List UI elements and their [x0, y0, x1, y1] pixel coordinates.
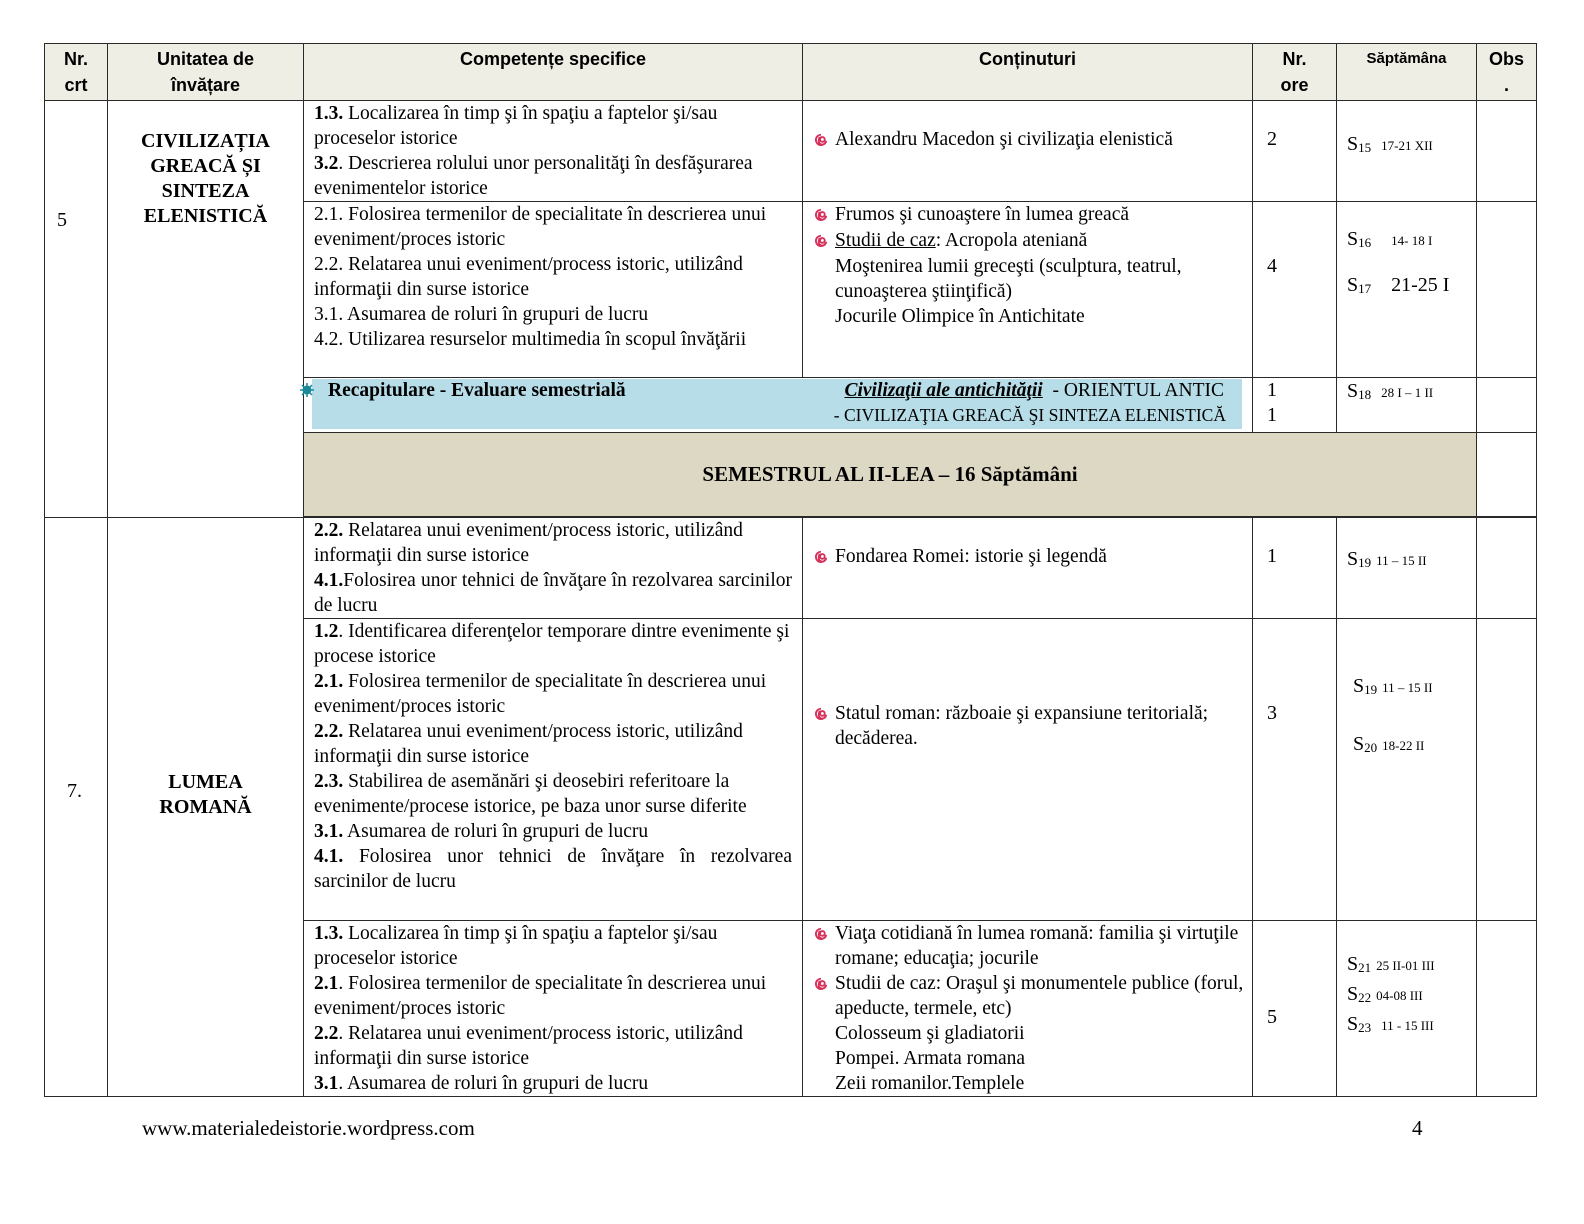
continuturi-cell: Alexandru Macedon şi civilizaţia elenistică — [803, 101, 1253, 202]
ore-cell: 1 — [1253, 518, 1337, 619]
obs-cell — [1477, 619, 1537, 921]
week-cell: S21 25 II-01 III S22 04-08 III S23 11 - 15 III — [1337, 921, 1477, 1097]
unit-number: 7. — [45, 518, 108, 1097]
ore-cell: 2 — [1253, 101, 1337, 202]
planning-table — [44, 43, 1537, 1097]
unit-title: LUMEA ROMANĂ — [108, 518, 304, 1097]
unit-number: 5 — [45, 101, 108, 518]
recap-cell — [304, 378, 1253, 433]
competente-cell: 1.2. Identificarea diferenţelor temporare dintre evenimente şi procese istorice 2.1. Folosirea termenilor de specialitate în descrierea unui eveniment/proces istoric 2.2. Relatarea unui eveniment/process istoric, utilizând informaţii din surse istorice 2.3. Stabilirea de asemănări şi deosebiri referitoare la evenimente/procese istorice, pe baza unor surse diferite 3.1. Asumarea de roluri în grupuri de lucru 4.1. Folosirea unor tehnici de învăţare în rezolvarea sarcinilor de lucru — [304, 619, 803, 921]
obs-cell — [1477, 921, 1537, 1097]
ore-cell: 5 — [1253, 921, 1337, 1097]
ore-cell: 3 — [1253, 619, 1337, 921]
spiral-bullet-icon — [813, 701, 835, 727]
recap-title: Civilizaţii ale antichităţii — [844, 380, 1043, 401]
ore-cell: 4 — [1253, 202, 1337, 378]
header-continuturi: Conținuturi — [803, 44, 1253, 101]
continuturi-cell: Fondarea Romei: istorie şi legendă — [803, 518, 1253, 619]
header-nr-ore: Nr. ore — [1253, 44, 1337, 101]
obs-cell — [1477, 378, 1537, 433]
spiral-bullet-icon — [813, 202, 835, 228]
week-cell: S19 11 – 15 II — [1337, 518, 1477, 619]
continuturi-cell: Frumos şi cunoaştere în lumea greacă Studii de caz: Acropola ateniană Moştenirea lumii greceşti (sculptura, teatrul, cunoaşterea ştiinţifică) Jocurile Olimpice în Antichitate — [803, 202, 1253, 378]
competente-cell: 1.3. Localizarea în timp şi în spaţiu a faptelor şi/sau proceselor istorice 3.2. Descrierea rolului unor personalităţi în desfăşurarea evenimentelor istorice — [304, 101, 803, 202]
spiral-bullet-icon — [813, 971, 835, 997]
footer-website-link[interactable]: www.materialedeistorie.wordpress.com — [142, 1116, 475, 1140]
obs-cell — [1477, 518, 1537, 619]
week-cell: S19 11 – 15 II S20 18-22 II — [1337, 619, 1477, 921]
header-saptamana: Săptămâna — [1337, 44, 1477, 101]
table-row — [45, 101, 1537, 202]
continuturi-cell: Viaţa cotidiană în lumea romană: familia şi virtuţile romane; educaţia; jocurile Studii de caz: Oraşul şi monumentele publice (forul, apeducte, termele, etc) Colosseum şi gladiatorii Pompei. Armata romana Zeii romanilor.Templele — [803, 921, 1253, 1097]
obs-cell — [1477, 433, 1537, 517]
page-number: 4 — [1412, 1116, 1423, 1140]
week-cell: S15 17-21 XII — [1337, 101, 1477, 202]
obs-cell — [1477, 202, 1537, 378]
week-cell: S18 28 I – 1 II — [1337, 378, 1477, 433]
spiral-bullet-icon — [813, 921, 835, 947]
header-obs: Obs . — [1477, 44, 1537, 101]
week-cell: S16 14- 18 I S17 21-25 I — [1337, 202, 1477, 378]
star-burst-icon — [300, 383, 314, 397]
spiral-bullet-icon — [813, 544, 835, 570]
header-competente: Competențe specifice — [304, 44, 803, 101]
header-nr-crt: Nr. crt — [45, 44, 108, 101]
recap-line2: - CIVILIZAŢIA GREACĂ ŞI SINTEZA ELENISTICĂ — [833, 405, 1226, 425]
unit-title: CIVILIZAȚIA GREACĂ ȘI SINTEZA ELENISTICĂ — [108, 101, 304, 518]
table-row — [45, 518, 1537, 619]
competente-cell: 2.1. Folosirea termenilor de specialitate în descrierea unui eveniment/proces istoric 2.2. Relatarea unui eveniment/process istoric, utilizând informaţii din surse istorice 3.1. Asumarea de roluri în grupuri de lucru 4.2. Utilizarea resurselor multimedia în scopul învăţării — [304, 202, 803, 378]
table-header-row — [45, 44, 1537, 101]
spiral-bullet-icon — [813, 127, 835, 153]
spiral-bullet-icon — [813, 228, 835, 254]
semester-banner: SEMESTRUL AL II-LEA – 16 Săptămâni — [304, 433, 1477, 517]
ore-cell: 1 1 — [1253, 378, 1337, 433]
recap-highlight: Recapitulare - Evaluare semestrială Civilizaţii ale antichităţii - ORIENTUL ANTIC - CIVILIZAŢIA GREACĂ ŞI SINTEZA ELENISTICĂ — [312, 379, 1242, 429]
obs-cell — [1477, 101, 1537, 202]
header-unitatea: Unitatea de învățare — [108, 44, 304, 101]
competente-cell: 2.2. Relatarea unui eveniment/process istoric, utilizând informaţii din surse istorice 4.1.Folosirea unor tehnici de învăţare în rezolvarea sarcinilor de lucru — [304, 518, 803, 619]
recap-label: Recapitulare - Evaluare semestrială — [328, 380, 626, 401]
competente-cell: 1.3. Localizarea în timp şi în spaţiu a faptelor şi/sau proceselor istorice 2.1. Folosirea termenilor de specialitate în descrierea unui eveniment/proces istoric 2.2. Relatarea unui eveniment/process istoric, utilizând informaţii din surse istorice 3.1. Asumarea de roluri în grupuri de lucru — [304, 921, 803, 1097]
continuturi-cell: Statul roman: războaie şi expansiune teritorială; decăderea. — [803, 619, 1253, 921]
